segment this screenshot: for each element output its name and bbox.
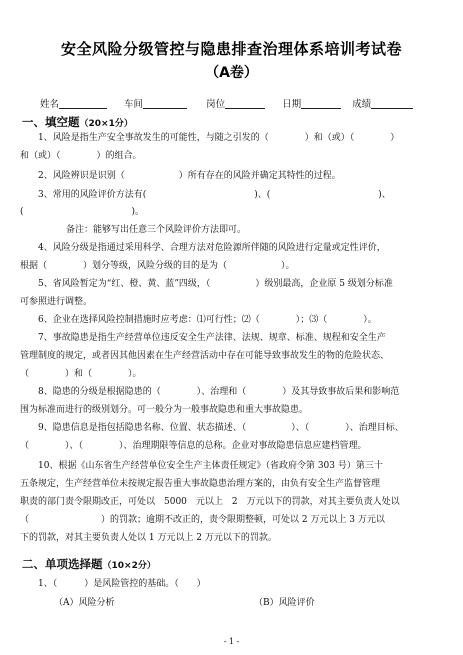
- text-line: 7、事故隐患是指生产经营单位违反安全生产法律、法规、规章、标准、规程和安全生产: [38, 333, 386, 343]
- text-line: （ ）和（ ）。: [20, 369, 142, 379]
- name-blank: [59, 98, 107, 109]
- text-line: 10、根据《山东省生产经营单位安全生产主体责任规定》（省政府令第 303 号）第三十: [38, 461, 383, 471]
- section-single-choice-title: 二、单项选择题: [22, 557, 103, 571]
- date-blank: [301, 98, 341, 109]
- text-line: （ ）的罚款；逾期不改正的，责令限期整顿，可处以 2 万元以上 3 万元以: [20, 515, 385, 525]
- option-a: （A）风险分析: [54, 598, 115, 608]
- text-line: 2、风险辨识是识别（ ）所有存在的风险并确定其特性的过程。: [38, 171, 341, 181]
- post-blank: [225, 98, 265, 109]
- name-label: 姓名: [40, 99, 60, 110]
- text-line: 职责的部门责令限期改正，可处以 5000 元以上 2 万元以下的罚款，对其主要负责人处以: [20, 497, 400, 507]
- text-line: 9、隐患信息是指包括隐患名称、位置、状态描述、（ ）、（ ）、治理目标、: [38, 423, 404, 433]
- text-line: 根据（ ）划分等级，风险分级的目的是为（ ）。: [20, 261, 295, 271]
- text-line: （ ）、（ ）、治理期限等信息的总称。企业对事故隐患信息应建档管理。: [20, 441, 367, 451]
- text-line: 5、省风险暂定为“红、橙、黄、蓝”四级，（ ）级别最高，企业原 5 级划分标准: [38, 279, 393, 289]
- exam-subtitle: （A卷）: [205, 65, 258, 81]
- student-info-row: [40, 96, 413, 110]
- workshop-blank: [143, 98, 187, 109]
- text-line: 管理制度的规定，或者因其他因素在生产经营活动中存在可能导致事故发生的物的危险状态、: [20, 351, 390, 361]
- text-line: 和（或）（ ）的组合。: [20, 151, 142, 161]
- page-number: - 1 -: [223, 637, 240, 646]
- text-line: 围为标准而进行的级别划分。可一般分为一般事故隐患和重大事故隐患。: [20, 405, 309, 415]
- text-line: 备注：能够写出任意三个风险评价方法即可。: [66, 225, 247, 235]
- section-single-choice-score: （10×2分）: [102, 561, 156, 571]
- section-single-choice-heading: [22, 556, 156, 572]
- section-fill-in-title: 一、填空题: [22, 115, 80, 129]
- score-blank: [371, 98, 413, 109]
- question-stem: 1、（ ）是风险管控的基础。（ ）: [38, 579, 206, 589]
- score-label: 成绩: [352, 99, 372, 110]
- text-line: 3、常用的风险评价方法有( )、( )、: [38, 190, 391, 200]
- exam-title: 安全风险分级管控与隐患排查治理体系培训考试卷: [60, 40, 402, 58]
- text-line: 8、隐患的分级是根据隐患的（ ）、治理和（ ）及其导致事故后果和影响范: [38, 387, 400, 397]
- text-line: 4、风险分级是指通过采用科学、合理方法对危险源所伴随的风险进行定量或定性评价，: [38, 243, 386, 253]
- text-line: ( )。: [20, 207, 145, 217]
- post-label: 岗位: [206, 99, 226, 110]
- section-fill-in-score: （20×1分）: [79, 119, 133, 129]
- option-b: （B）风险评价: [254, 598, 315, 608]
- text-line: 1、风险是指生产安全事故发生的可能性，与随之引发的（ ）和（或）（ ）: [38, 133, 400, 143]
- text-line: 可参照进行调整。: [20, 297, 93, 307]
- workshop-label: 车间: [124, 99, 144, 110]
- date-label: 日期: [282, 99, 302, 110]
- text-line: 6、企业在选择风险控制措施时应考虑：⑴可行性；⑵（ ）；⑶（ ）。: [38, 315, 377, 325]
- text-line: 五条规定，生产经营单位未按规定报告重大事故隐患治理方案的，由负有安全生产监督管理: [20, 479, 381, 489]
- section-fill-in-heading: [22, 114, 133, 130]
- text-line: 下的罚款，对其主要负责人处以 1 万元以上 2 万元以下的罚款。: [20, 533, 277, 543]
